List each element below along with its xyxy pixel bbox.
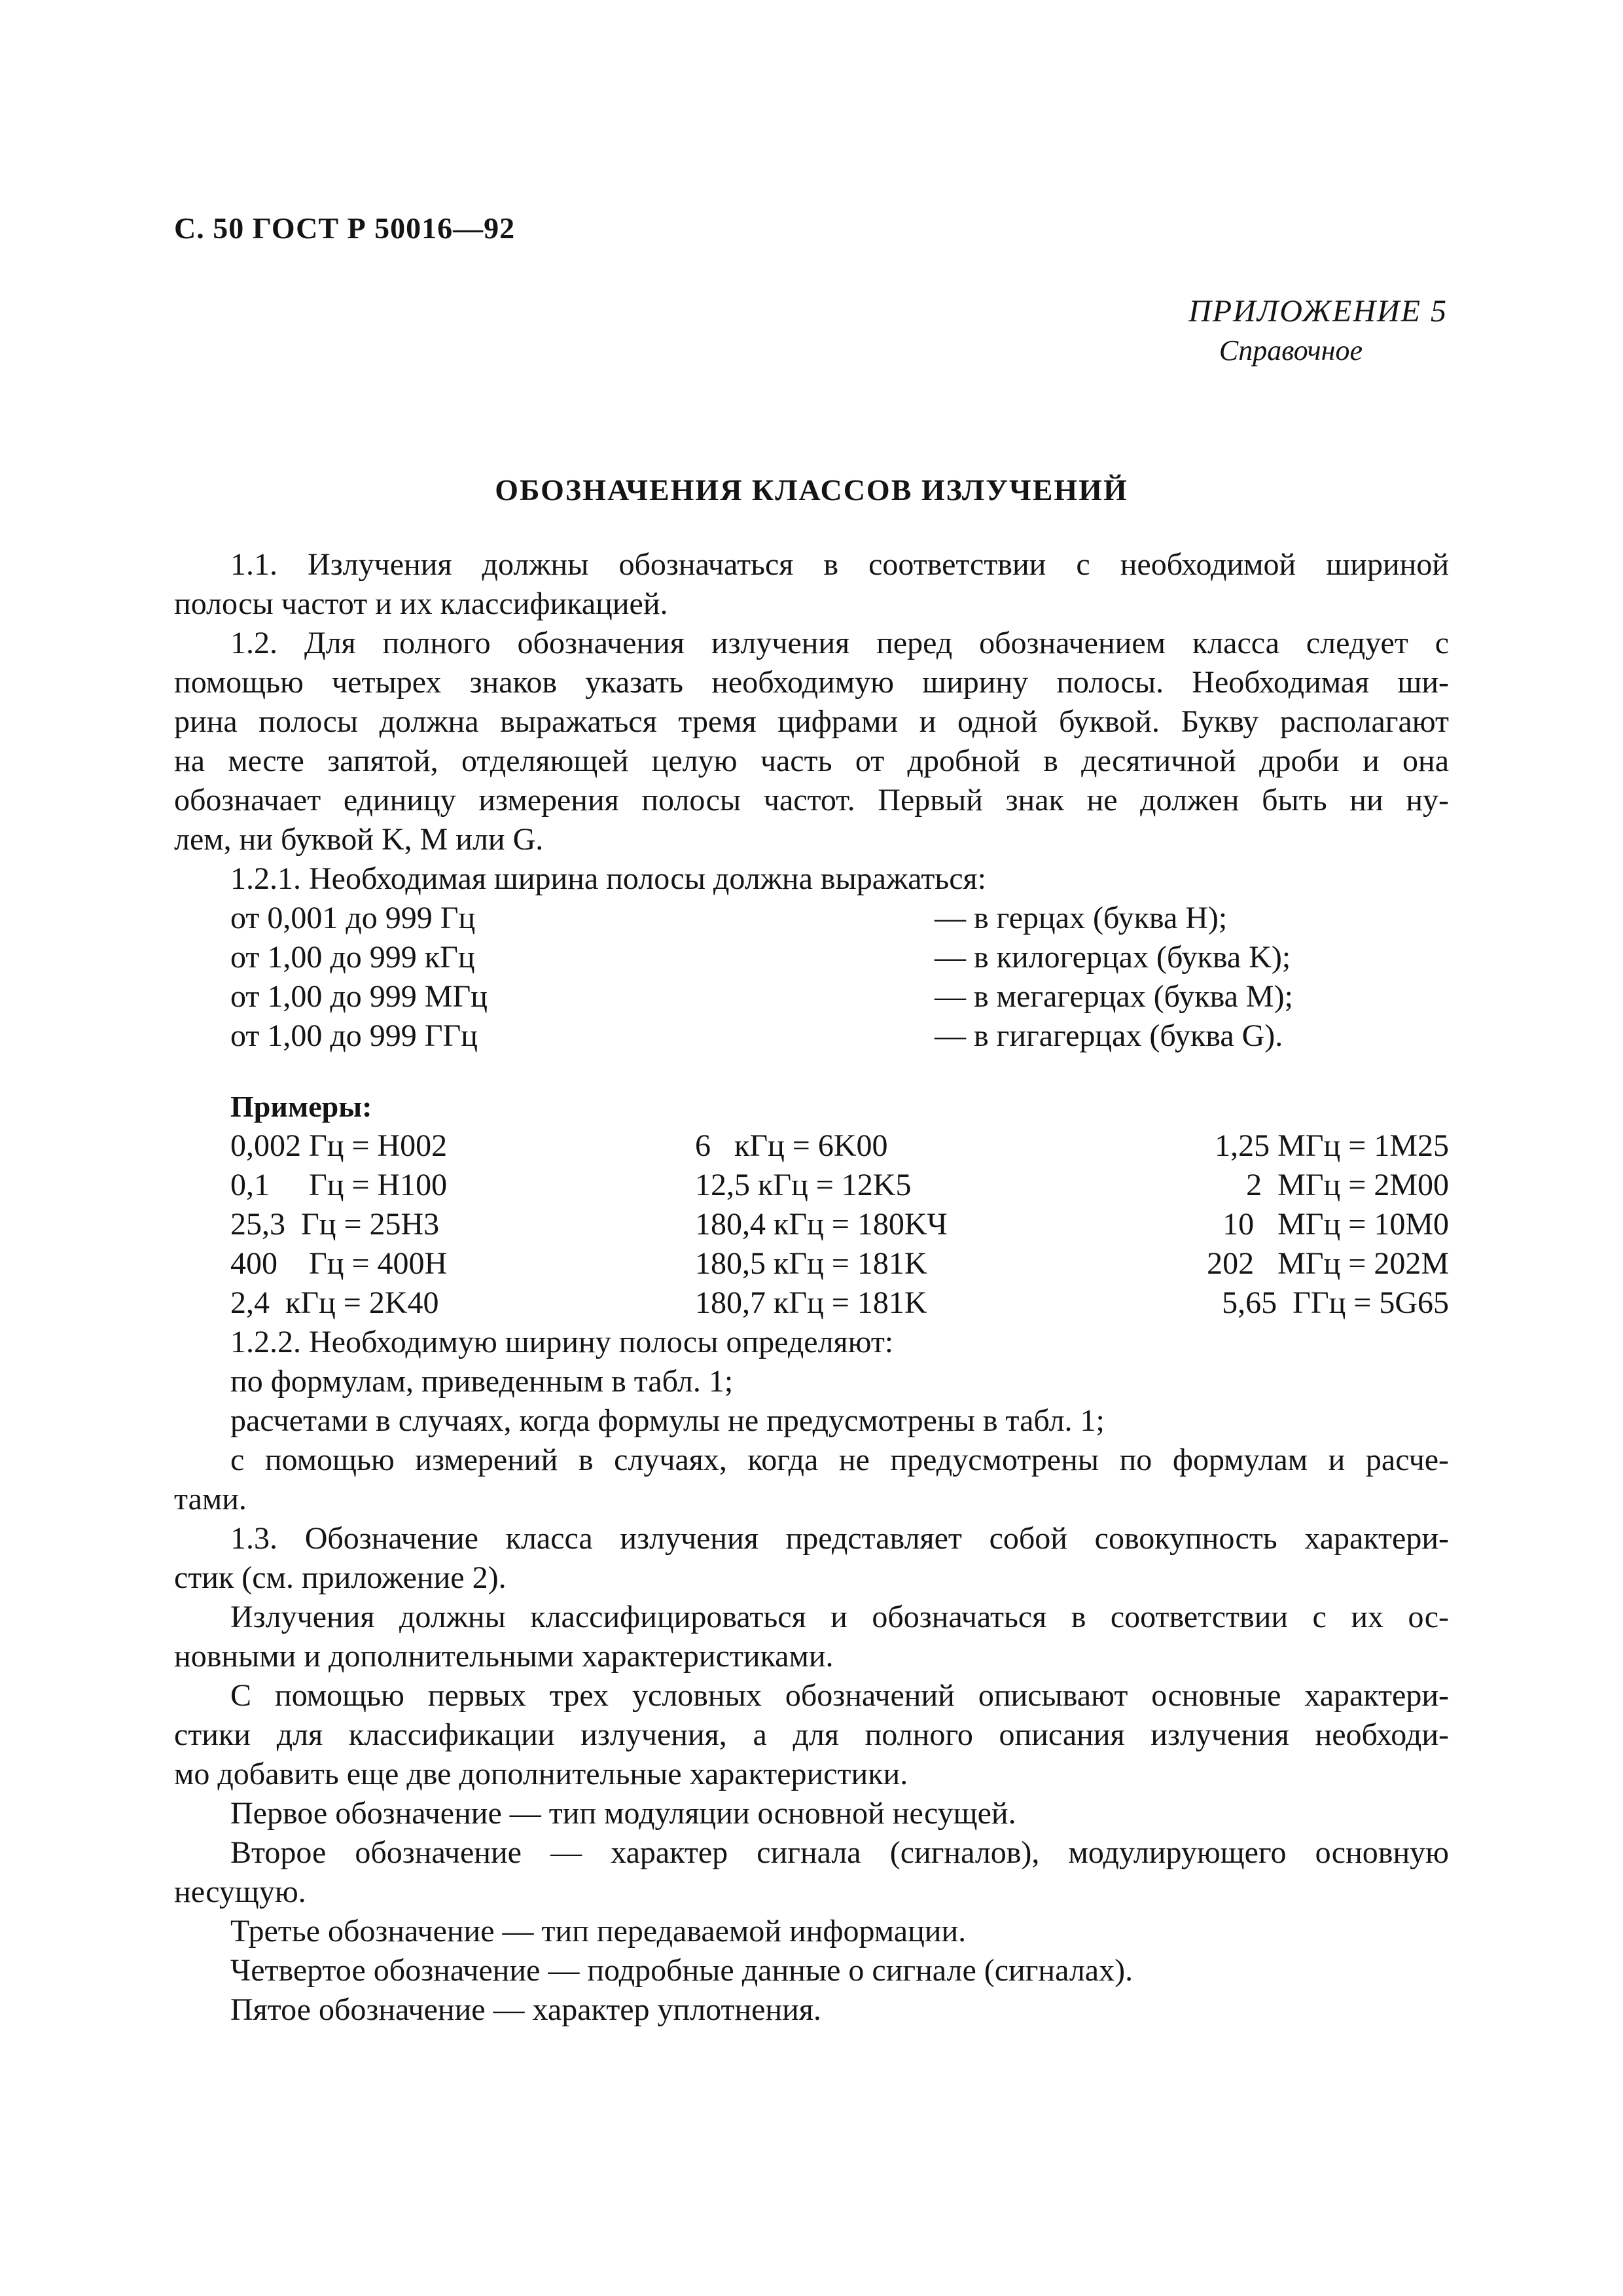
- example-cell: 202 МГц = 202M: [1207, 1246, 1449, 1281]
- designation-first: Первое обозначение — тип модуляции основной несущей.: [230, 1796, 1016, 1831]
- examples-heading: Примеры:: [230, 1090, 372, 1123]
- example-row: [174, 1283, 1449, 1323]
- para-1-2-line: 1.2. Для полного обозначения излучения перед обозначением класса следует с: [230, 626, 1449, 660]
- appendix-label-block: [1188, 292, 1448, 370]
- example-cell: 5,65 ГГц = 5G65: [1222, 1285, 1449, 1320]
- example-row: [174, 1244, 1449, 1283]
- bandwidth-range-row: [174, 977, 1449, 1016]
- example-cell: 6 кГц = 6K00: [695, 1128, 888, 1163]
- range-value: от 1,00 до 999 ГГц: [230, 1018, 478, 1053]
- bandwidth-range-row: [174, 899, 1449, 938]
- body-text: [174, 545, 1449, 2030]
- range-value: от 1,00 до 999 МГц: [230, 979, 488, 1014]
- para-1-2-2-line: тами.: [174, 1482, 247, 1516]
- example-row: [174, 1126, 1449, 1166]
- para-1-3-line: стик (см. приложение 2).: [174, 1560, 507, 1595]
- para-1-1-line: 1.1. Излучения должны обозначаться в соответствии с необходимой шириной: [230, 547, 1449, 582]
- example-cell: 2,4 кГц = 2K40: [230, 1285, 439, 1320]
- para-1-2-2-line: расчетами в случаях, когда формулы не предусмотрены в табл. 1;: [230, 1403, 1105, 1438]
- range-value: от 0,001 до 999 Гц: [230, 901, 476, 935]
- example-cell: 10 МГц = 10M0: [1222, 1207, 1449, 1242]
- para-1-2-2-line: с помощью измерений в случаях, когда не предусмотрены по формулам и расче-: [230, 1443, 1449, 1477]
- example-cell: 180,7 кГц = 181K: [695, 1285, 927, 1320]
- para-1-2-line: помощью четырех знаков указать необходимую ширину полосы. Необходимая ши-: [174, 665, 1449, 700]
- para-1-2-2-line: 1.2.2. Необходимую ширину полосы определяют:: [230, 1325, 894, 1359]
- example-row: [174, 1205, 1449, 1244]
- para-first-three-line: мо добавить еще две дополнительные характеристики.: [174, 1757, 908, 1791]
- designation-second: Второе обозначение — характер сигнала (сигналов), модулирующего основную: [230, 1835, 1449, 1870]
- para-1-2-line: лем, ни буквой K, M или G.: [174, 822, 544, 857]
- range-unit: — в герцах (буква H);: [935, 901, 1228, 935]
- example-cell: 2 МГц = 2M00: [1246, 1168, 1449, 1202]
- example-cell: 0,1 Гц = H100: [230, 1168, 448, 1202]
- para-1-2-line: на месте запятой, отделяющей целую часть от дробной в десятичной дроби и она: [174, 744, 1449, 778]
- para-1-2-1: 1.2.1. Необходимая ширина полосы должна выражаться:: [230, 861, 986, 896]
- range-unit: — в гигагерцах (буква G).: [935, 1018, 1283, 1053]
- appendix-number: ПРИЛОЖЕНИЕ 5: [1188, 294, 1448, 329]
- range-unit: — в мегагерцах (буква M);: [935, 979, 1293, 1014]
- spacer: [174, 1056, 1449, 1087]
- example-cell: 25,3 Гц = 25H3: [230, 1207, 440, 1242]
- para-first-three-line: С помощью первых трех условных обозначений описывают основные характери-: [230, 1678, 1449, 1713]
- designation-fifth: Пятое обозначение — характер уплотнения.: [230, 1992, 821, 2027]
- para-1-1-line: полосы частот и их классификацией.: [174, 586, 668, 621]
- range-value: от 1,00 до 999 кГц: [230, 940, 475, 975]
- example-cell: 180,5 кГц = 181K: [695, 1246, 927, 1281]
- example-cell: 180,4 кГц = 180KЧ: [695, 1207, 948, 1242]
- bandwidth-range-row: [174, 938, 1449, 977]
- page-header: С. 50 ГОСТ Р 50016—92: [174, 211, 516, 245]
- appendix-status: Справочное: [1219, 334, 1363, 367]
- para-1-3-line: 1.3. Обозначение класса излучения представляет собой совокупность характери-: [230, 1521, 1449, 1556]
- para-1-2-line: обозначает единицу измерения полосы частот. Первый знак не должен быть ни ну-: [174, 783, 1449, 817]
- example-cell: 400 Гц = 400H: [230, 1246, 448, 1281]
- para-classify-line: новными и дополнительными характеристиками.: [174, 1639, 834, 1674]
- designation-fourth: Четвертое обозначение — подробные данные о сигнале (сигналах).: [230, 1953, 1133, 1988]
- bandwidth-range-row: [174, 1016, 1449, 1056]
- para-first-three-line: стики для классификации излучения, а для полного описания излучения необходи-: [174, 1717, 1449, 1752]
- example-row: [174, 1166, 1449, 1205]
- example-cell: 1,25 МГц = 1M25: [1215, 1128, 1449, 1163]
- section-title: ОБОЗНАЧЕНИЯ КЛАССОВ ИЗЛУЧЕНИЙ: [495, 473, 1128, 507]
- designation-second-cont: несущую.: [174, 1874, 306, 1909]
- designation-third: Третье обозначение — тип передаваемой информации.: [230, 1914, 967, 1948]
- para-classify-line: Излучения должны классифицироваться и обозначаться в соответствии с их ос-: [230, 1600, 1449, 1634]
- para-1-2-2-line: по формулам, приведенным в табл. 1;: [230, 1364, 734, 1399]
- example-cell: 12,5 кГц = 12K5: [695, 1168, 912, 1202]
- para-1-2-line: рина полосы должна выражаться тремя цифрами и одной буквой. Букву располагают: [174, 704, 1449, 739]
- range-unit: — в килогерцах (буква K);: [935, 940, 1291, 975]
- example-cell: 0,002 Гц = H002: [230, 1128, 448, 1163]
